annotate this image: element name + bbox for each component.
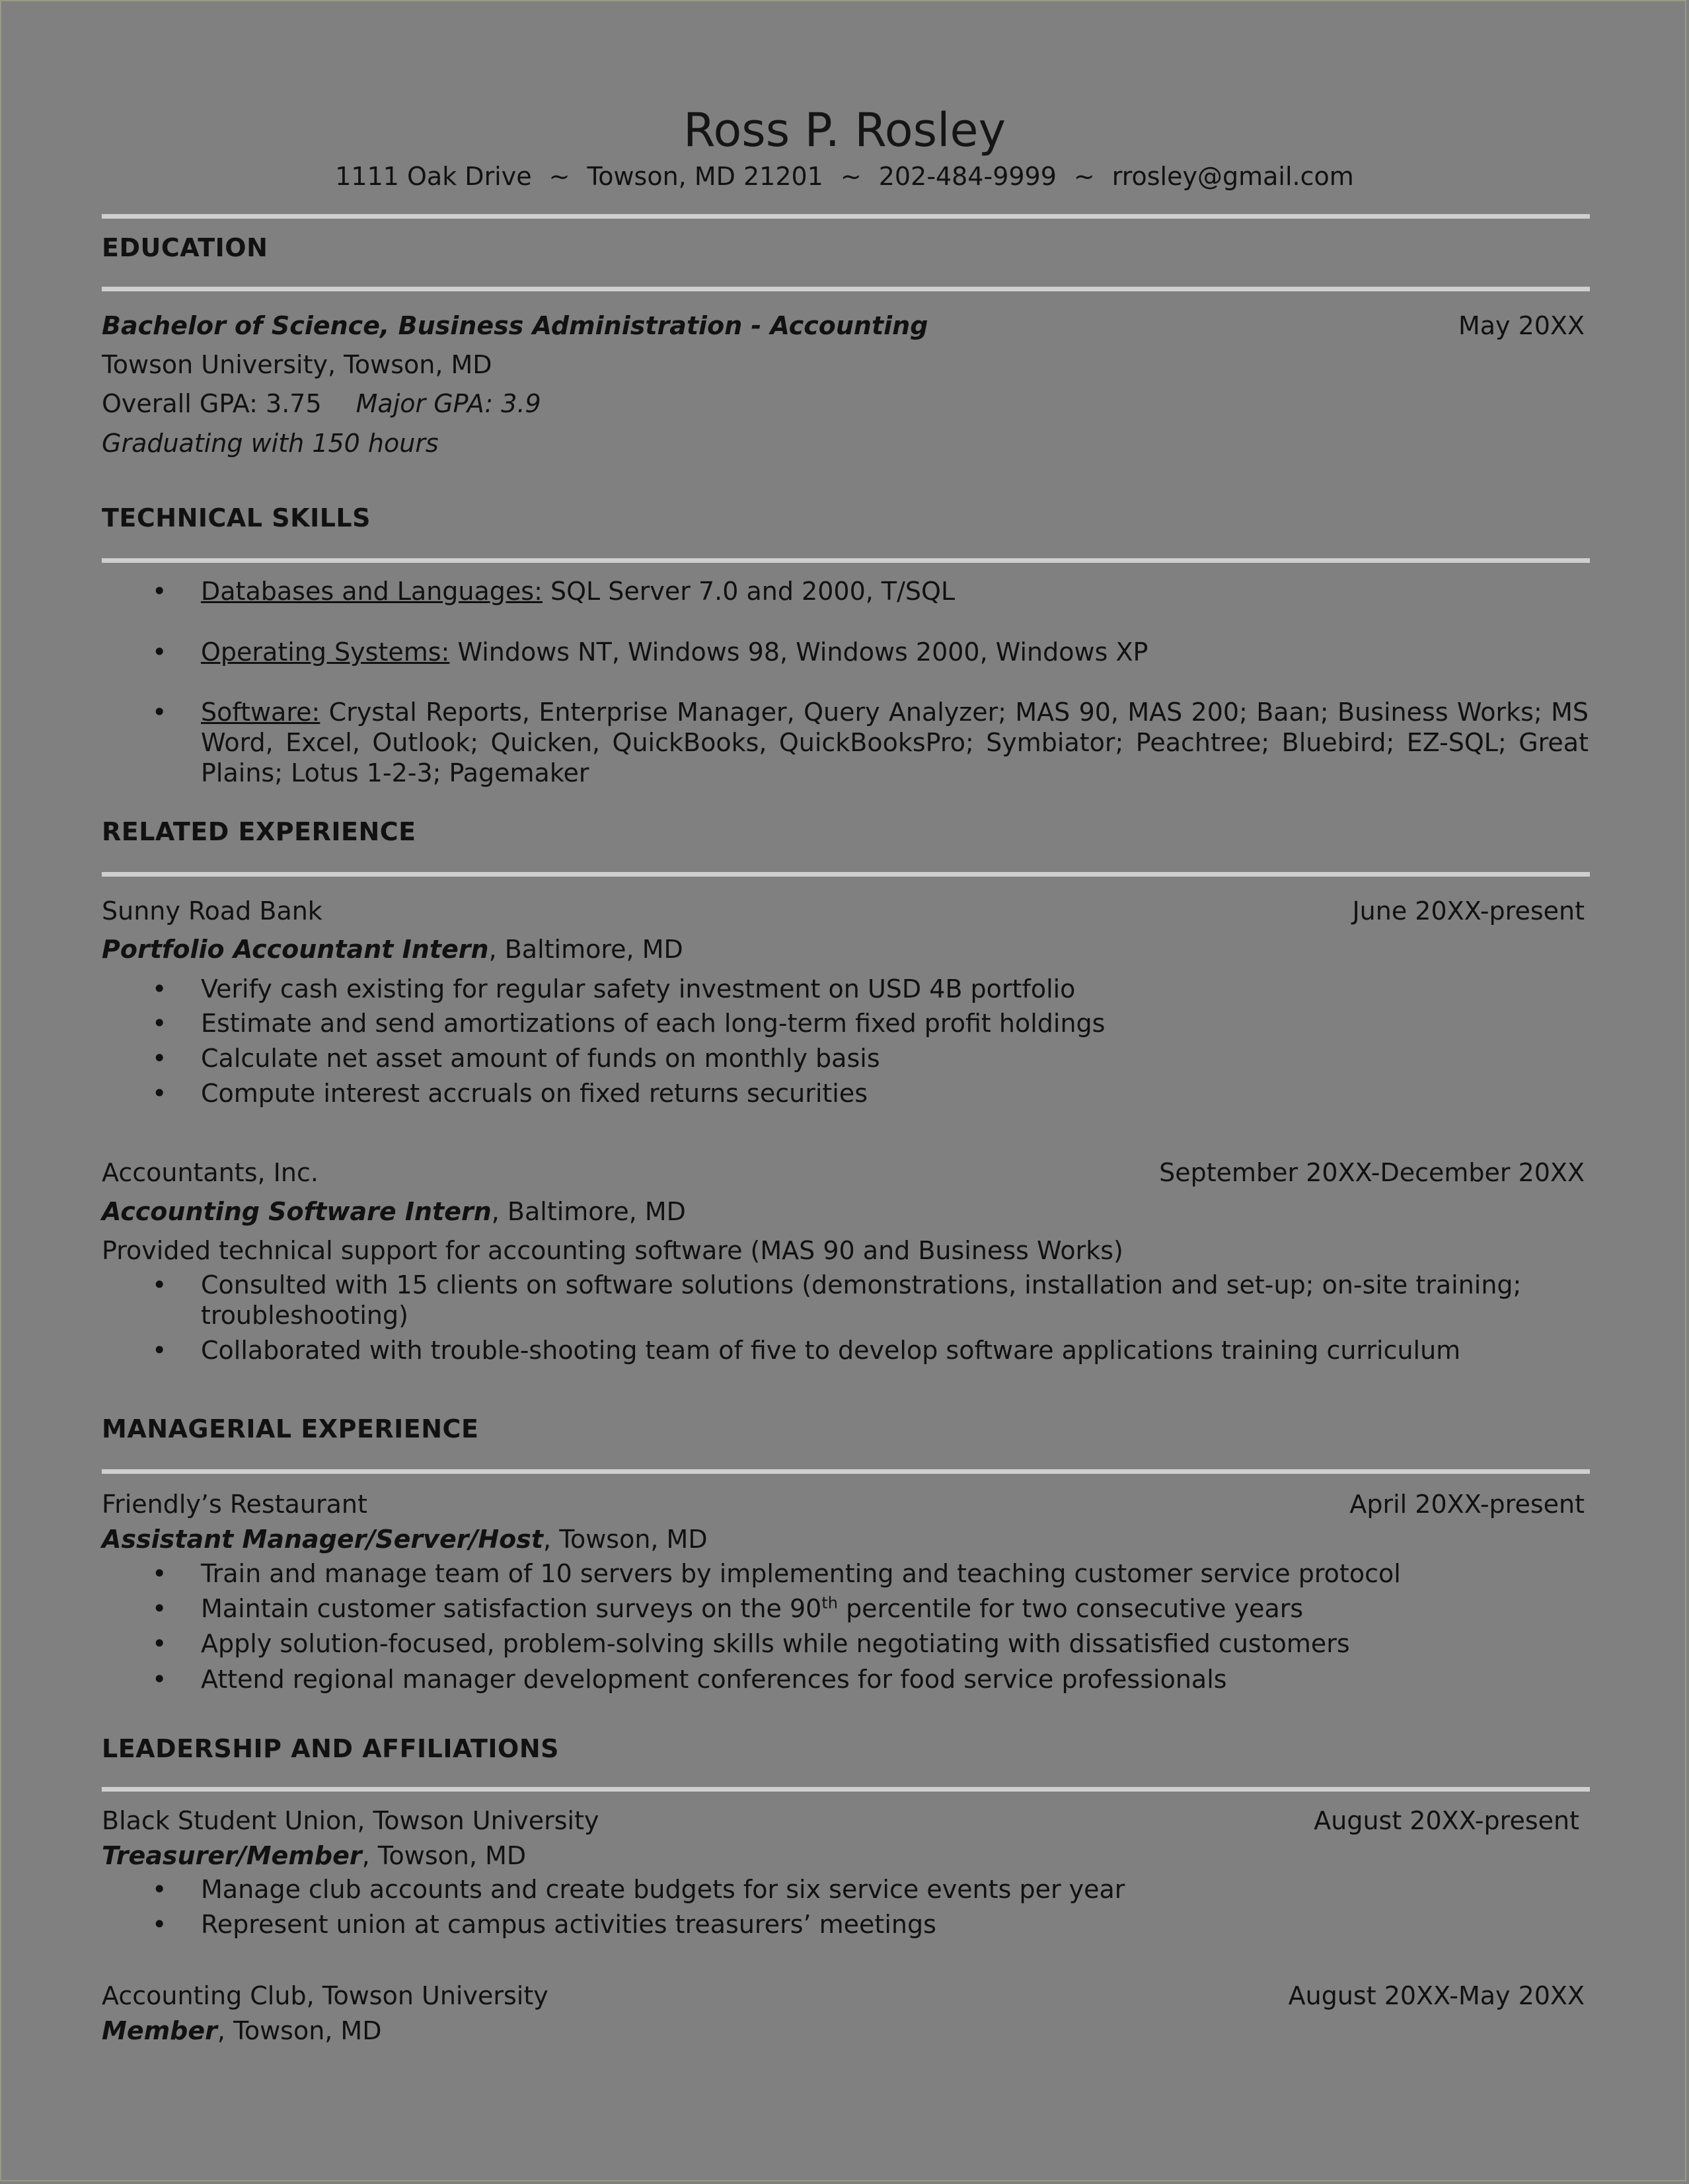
skill-label: Operating Systems: <box>201 637 450 667</box>
divider <box>102 287 1590 291</box>
skill-label: Software: <box>201 698 320 727</box>
section-heading-related-experience: RELATED EXPERIENCE <box>102 817 416 846</box>
bullet-icon: • <box>152 1044 167 1073</box>
degree: Bachelor of Science, Business Administration - Accounting <box>102 311 928 340</box>
job-title: Assistant Manager/Server/Host <box>102 1525 544 1554</box>
divider <box>102 214 1590 219</box>
employer: Accountants, Inc. <box>102 1158 319 1187</box>
skill-label: Databases and Languages: <box>201 577 543 606</box>
city-state-zip: Towson, MD 21201 <box>587 162 823 191</box>
role-bullet: Represent union at campus activities treasurers’ meetings <box>201 1910 936 1939</box>
entry-date: August 20XX-May 20XX <box>1288 1981 1585 2010</box>
bullet-icon: • <box>152 974 167 1003</box>
role-line <box>102 1839 526 1872</box>
organization: Black Student Union, Towson University <box>102 1806 599 1835</box>
bullet-icon: • <box>152 577 167 606</box>
bullet-icon: • <box>152 1594 167 1623</box>
job-date: September 20XX-December 20XX <box>1159 1158 1585 1187</box>
separator: ~ <box>840 162 862 191</box>
job-bullet <box>201 1593 1589 1624</box>
job-bullet: Estimate and send amortizations of each long-term fixed profit holdings <box>201 1009 1106 1038</box>
job-bullet: Calculate net asset amount of funds on monthly basis <box>201 1044 880 1073</box>
job-date: April 20XX-present <box>1349 1490 1585 1519</box>
divider <box>102 1469 1590 1474</box>
job-title: Portfolio Accountant Intern <box>102 935 489 964</box>
ordinal-suffix: th <box>821 1593 838 1613</box>
role-title: Treasurer/Member <box>102 1841 362 1870</box>
job-date: June 20XX-present <box>1352 896 1585 926</box>
divider <box>102 872 1590 877</box>
employer: Sunny Road Bank <box>102 896 322 926</box>
entry-date: August 20XX-present <box>1314 1806 1579 1835</box>
skill-item <box>201 576 1589 606</box>
role-location: , Towson, MD <box>217 2016 382 2045</box>
job-bullet: Apply solution-focused, problem-solving skills while negotiating with dissatisfied customers <box>201 1629 1350 1658</box>
phone: 202-484-9999 <box>878 162 1057 191</box>
skill-item <box>201 697 1589 788</box>
bullet-icon: • <box>152 1079 167 1108</box>
job-title-line <box>102 1523 708 1556</box>
overall-gpa: Overall GPA: 3.75 <box>102 389 322 418</box>
school: Towson University, Towson, MD <box>102 350 492 379</box>
education-note: Graduating with 150 hours <box>102 429 439 458</box>
job-bullet: Consulted with 15 clients on software solutions (demonstrations, installation and set-up; on-site training; troubleshooting) <box>201 1270 1522 1330</box>
job-location: , Baltimore, MD <box>491 1197 686 1226</box>
gpa-line <box>102 387 541 420</box>
bullet-icon: • <box>152 1270 167 1299</box>
separator: ~ <box>1073 162 1095 191</box>
bullet-icon: • <box>152 1910 167 1939</box>
skill-text: Windows NT, Windows 98, Windows 2000, Windows XP <box>457 637 1148 667</box>
role-location: , Towson, MD <box>361 1841 527 1870</box>
skill-text: SQL Server 7.0 and 2000, T/SQL <box>550 577 956 606</box>
role-bullet: Manage club accounts and create budgets for six service events per year <box>201 1875 1125 1904</box>
job-location: , Baltimore, MD <box>488 935 683 964</box>
job-bullet: Collaborated with trouble-shooting team of five to develop software applications training curriculum <box>201 1336 1461 1365</box>
section-heading-leadership: LEADERSHIP AND AFFILIATIONS <box>102 1734 560 1763</box>
skill-text: Crystal Reports, Enterprise Manager, Query Analyzer; MAS 90, MAS 200; Baan; Business Works; MS Word, Excel, Outlook; Quicken, QuickBooks, QuickBooksPro; Symbiator; Peachtree; Bluebird; EZ-SQL; Great Plains; Lotus 1-2-3; Pagemaker <box>201 698 1589 787</box>
section-heading-managerial-experience: MANAGERIAL EXPERIENCE <box>102 1414 479 1443</box>
candidate-name: Ross P. Rosley <box>683 103 1006 157</box>
section-heading-education: EDUCATION <box>102 233 268 262</box>
skill-item <box>201 637 1589 667</box>
job-bullet: Train and manage team of 10 servers by implementing and teaching customer service protocol <box>201 1559 1401 1588</box>
divider <box>102 1787 1590 1792</box>
job-title-line <box>102 1195 686 1228</box>
bullet-icon: • <box>152 1629 167 1658</box>
employer: Friendly’s Restaurant <box>102 1490 367 1519</box>
bullet-icon: • <box>152 637 167 667</box>
job-bullet-text: percentile for two consecutive years <box>837 1594 1304 1623</box>
bullet-icon: • <box>152 1336 167 1365</box>
section-heading-skills: TECHNICAL SKILLS <box>102 503 371 532</box>
bullet-icon: • <box>152 698 167 727</box>
email-link[interactable]: rrosley@gmail.com <box>1111 162 1354 191</box>
job-summary: Provided technical support for accounting software (MAS 90 and Business Works) <box>102 1236 1123 1265</box>
separator: ~ <box>548 162 570 191</box>
bullet-icon: • <box>152 1559 167 1588</box>
address: 1111 Oak Drive <box>335 162 532 191</box>
role-line <box>102 2014 381 2047</box>
bullet-icon: • <box>152 1875 167 1904</box>
job-bullet: Verify cash existing for regular safety investment on USD 4B portfolio <box>201 974 1076 1003</box>
job-location: , Towson, MD <box>543 1525 708 1554</box>
organization: Accounting Club, Towson University <box>102 1981 548 2010</box>
job-bullet: Compute interest accruals on fixed returns securities <box>201 1079 868 1108</box>
job-bullet-text: Maintain customer satisfaction surveys on the 90 <box>201 1594 822 1623</box>
contact-line <box>1 160 1688 193</box>
job-title-line <box>102 933 683 966</box>
bullet-icon: • <box>152 1009 167 1038</box>
bullet-icon: • <box>152 1665 167 1694</box>
degree-date: May 20XX <box>1458 311 1585 340</box>
divider <box>102 558 1590 563</box>
major-gpa: Major GPA: 3.9 <box>356 389 541 418</box>
role-title: Member <box>102 2016 217 2045</box>
job-title: Accounting Software Intern <box>102 1197 492 1226</box>
job-bullet: Attend regional manager development conferences for food service professionals <box>201 1665 1227 1694</box>
